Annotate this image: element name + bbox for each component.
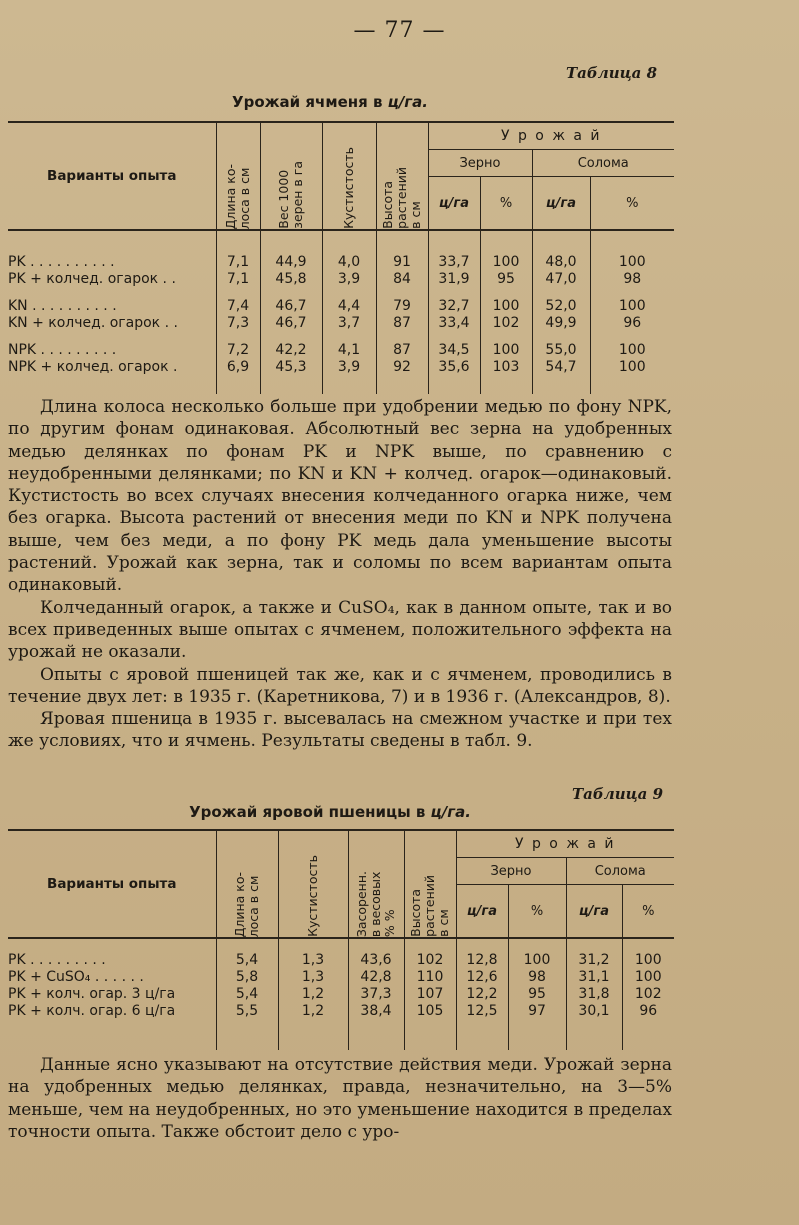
table8-cell: 3,7	[322, 315, 376, 332]
table8-label: Таблица 8	[566, 64, 658, 82]
table9-cell: 102	[404, 952, 456, 969]
table8-cell: 7,1	[216, 271, 260, 288]
table9-cell: 110	[404, 969, 456, 986]
table9-header-yield: У р о ж а й	[456, 830, 674, 858]
table8-cell: 100	[618, 359, 646, 375]
table9-cell: 1,3	[278, 969, 348, 986]
table9-cell: 12,6	[456, 969, 508, 986]
table9-header-grain-pct: %	[508, 885, 566, 939]
table8-cell: 47,0	[532, 271, 590, 288]
table8	[8, 121, 674, 394]
table8-cell: 92	[376, 359, 428, 376]
paragraph: Длина колоса несколько больше при удобрении медью по фону NPK, по другим фонам одинаковая. Абсолютный вес зерна на удобренных медью делянках по фонам PK и NPK выше, по сравнению с неудобренными делянками; по KN и KN + колчед. огарок—одинаковый. Кустистость во всех случаях внесения колчеданного огарка ниже, чем без огарка. Высота растений от внесения меди по KN и NPK получена выше, чем без меди, а по фону PK медь дала уменьшение высоты растений. Урожай как зерна, так и соломы по всем вариантам опыта одинаковый.	[8, 397, 672, 596]
table9-cell: 98	[508, 969, 566, 986]
table8-cell: 33,7	[428, 254, 480, 271]
body-text-1	[8, 396, 672, 753]
table8-cell-variant: PK + колчед. огарок . .	[8, 271, 216, 288]
table8-cell-variant: KN . . . . . . . . . .	[8, 298, 216, 315]
table9-cell: 31,1	[566, 969, 622, 986]
table9-cell: 100	[508, 952, 566, 969]
table8-cell: 7,3	[216, 315, 260, 332]
table8-cell: 48,0	[532, 254, 590, 271]
table9-title	[0, 803, 660, 821]
table8-header-col1: Длина ко- лоса в см	[223, 163, 252, 229]
table8-cell: 4,0	[322, 254, 376, 271]
table8-cell: 100	[480, 254, 532, 271]
table8-cell: 54,7	[532, 359, 590, 376]
table9-cell: 37,3	[348, 986, 404, 1003]
table9-header-straw-pct: %	[622, 885, 674, 939]
table9-cell: 100	[634, 952, 662, 968]
table9-cell: 42,8	[348, 969, 404, 986]
table8-header-variants: Варианты опыта	[8, 122, 216, 230]
table9-cell: 5,4	[216, 986, 278, 1003]
body-text-2	[8, 1054, 672, 1143]
table9-cell: 105	[404, 1003, 456, 1020]
table8-cell: 102	[480, 315, 532, 332]
table9-cell: 38,4	[348, 1003, 404, 1020]
table9-header-col1: Длина ко- лоса в см	[232, 871, 261, 937]
table8-cell: 87	[376, 342, 428, 359]
table8-cell: 33,4	[428, 315, 480, 332]
table9	[8, 829, 674, 1050]
table9-header-variants: Варианты опыта	[8, 830, 216, 938]
table9-cell: 102	[634, 986, 662, 1002]
table8-cell: 100	[618, 254, 646, 270]
table8-header-grain: Зерно	[428, 150, 532, 177]
table8-cell: 45,3	[260, 359, 322, 376]
table9-title-unit: ц/га.	[430, 803, 471, 821]
page-number: — 77 —	[353, 18, 446, 43]
table8-cell: 4,4	[322, 298, 376, 315]
paragraph: Яровая пшеница в 1935 г. высевалась на смежном участке и при тех же условиях, что и ячмень. Результаты сведены в табл. 9.	[8, 709, 672, 752]
table-row	[8, 315, 674, 332]
table-row	[8, 952, 674, 969]
table9-cell: 5,4	[216, 952, 278, 969]
table8-header-straw: Солома	[532, 150, 674, 177]
table8-cell: 46,7	[260, 298, 322, 315]
table8-cell: 100	[618, 342, 646, 358]
table8-header-col3: Кустистость	[341, 147, 356, 229]
table-row	[8, 359, 674, 376]
table9-cell: 12,8	[456, 952, 508, 969]
table8-title	[0, 93, 660, 111]
table8-header-grain-pct: %	[480, 177, 532, 231]
table9-cell: 31,2	[566, 952, 622, 969]
table9-cell: 1,2	[278, 1003, 348, 1020]
table9-header-straw-unit: ц/га	[566, 885, 622, 939]
table9-cell-variant: PK + колч. огар. 3 ц/га	[8, 986, 216, 1003]
table8-cell: 44,9	[260, 254, 322, 271]
table8-cell: 7,4	[216, 298, 260, 315]
table8-cell-variant: NPK + колчед. огарок .	[8, 359, 216, 376]
table8-cell: 45,8	[260, 271, 322, 288]
table8-cell: 91	[376, 254, 428, 271]
table9-cell-variant: PK + CuSO₄ . . . . . .	[8, 969, 216, 986]
table8-cell: 32,7	[428, 298, 480, 315]
table-row	[8, 298, 674, 315]
table9-cell: 43,6	[348, 952, 404, 969]
table-row	[8, 1003, 674, 1020]
table9-header-col3: Засоренн. в весовых % %	[354, 870, 397, 937]
table8-cell: 3,9	[322, 271, 376, 288]
table8-cell: 7,2	[216, 342, 260, 359]
table9-cell: 31,8	[566, 986, 622, 1003]
table9-cell: 12,5	[456, 1003, 508, 1020]
table8-cell-variant: PK . . . . . . . . . .	[8, 254, 216, 271]
table-row	[8, 271, 674, 288]
table8-cell: 42,2	[260, 342, 322, 359]
table-row	[8, 986, 674, 1003]
table8-header-straw-pct: %	[590, 177, 674, 231]
table8-cell: 84	[376, 271, 428, 288]
table8-cell: 55,0	[532, 342, 590, 359]
paragraph: Данные ясно указывают на отсутствие действия меди. Урожай зерна на удобренных медью делянках, правда, незначительно, на 3—5% меньше, чем на неудобренных, но это уменьшение находится в пределах точности опыта. Также обстоит дело с уро-	[8, 1055, 672, 1142]
table-row	[8, 342, 674, 359]
table8-cell: 34,5	[428, 342, 480, 359]
table8-cell: 31,9	[428, 271, 480, 288]
table8-title-unit: ц/га.	[387, 93, 428, 111]
table9-cell: 97	[508, 1003, 566, 1020]
table9-header-straw: Солома	[566, 858, 674, 885]
table9-header-grain-unit: ц/га	[456, 885, 508, 939]
table9-cell: 5,5	[216, 1003, 278, 1020]
table8-cell: 95	[480, 271, 532, 288]
table-row	[8, 969, 674, 986]
table8-cell: 98	[623, 271, 642, 287]
table9-cell: 107	[404, 986, 456, 1003]
table9-label: Таблица 9	[572, 785, 664, 803]
table8-cell: 100	[618, 298, 646, 314]
table8-cell: 87	[376, 315, 428, 332]
table8-cell: 35,6	[428, 359, 480, 376]
table8-cell-variant: NPK . . . . . . . . .	[8, 342, 216, 359]
table8-header-grain-unit: ц/га	[428, 177, 480, 231]
table8-cell-variant: KN + колчед. огарок . .	[8, 315, 216, 332]
table8-cell: 4,1	[322, 342, 376, 359]
table8-header-col2: Вес 1000 зерен в га	[276, 161, 305, 229]
table9-cell: 1,3	[278, 952, 348, 969]
table8-title-main: Урожай ячменя в	[232, 93, 388, 111]
table9-title-main: Урожай яровой пшеницы в	[189, 803, 431, 821]
table-row	[8, 254, 674, 271]
paragraph: Опыты с яровой пшеницей так же, как и с ячменем, проводились в течение двух лет: в 1935 г. (Каретникова, 7) и в 1936 г. (Александров, 8).	[8, 664, 672, 707]
table9-cell: 100	[634, 969, 662, 985]
table8-cell: 3,9	[322, 359, 376, 376]
table9-cell: 12,2	[456, 986, 508, 1003]
table8-header-col4: Высота растений в см	[380, 167, 423, 229]
table8-header-straw-unit: ц/га	[532, 177, 590, 231]
table9-header-col4: Высота растений в см	[408, 875, 451, 937]
table9-cell: 30,1	[566, 1003, 622, 1020]
table8-cell: 100	[480, 298, 532, 315]
table8-header-yield: У р о ж а й	[428, 122, 674, 150]
paragraph: Колчеданный огарок, а также и CuSO₄, как в данном опыте, так и во всех приведенных выше опытах с ячменем, положительного эффекта на урожай не оказали.	[8, 597, 672, 663]
table8-cell: 103	[480, 359, 532, 376]
table9-cell-variant: PK . . . . . . . . .	[8, 952, 216, 969]
table9-cell-variant: PK + колч. огар. 6 ц/га	[8, 1003, 216, 1020]
table8-cell: 79	[376, 298, 428, 315]
table9-cell: 96	[639, 1003, 658, 1019]
table9-header-col2: Кустистость	[305, 855, 320, 937]
table8-cell: 46,7	[260, 315, 322, 332]
table8-cell: 100	[480, 342, 532, 359]
table8-cell: 49,9	[532, 315, 590, 332]
table8-cell: 52,0	[532, 298, 590, 315]
table9-cell: 95	[508, 986, 566, 1003]
table9-header-grain: Зерно	[456, 858, 566, 885]
table8-cell: 6,9	[216, 359, 260, 376]
table9-cell: 5,8	[216, 969, 278, 986]
table8-cell: 7,1	[216, 254, 260, 271]
table9-cell: 1,2	[278, 986, 348, 1003]
table8-cell: 96	[623, 315, 642, 331]
